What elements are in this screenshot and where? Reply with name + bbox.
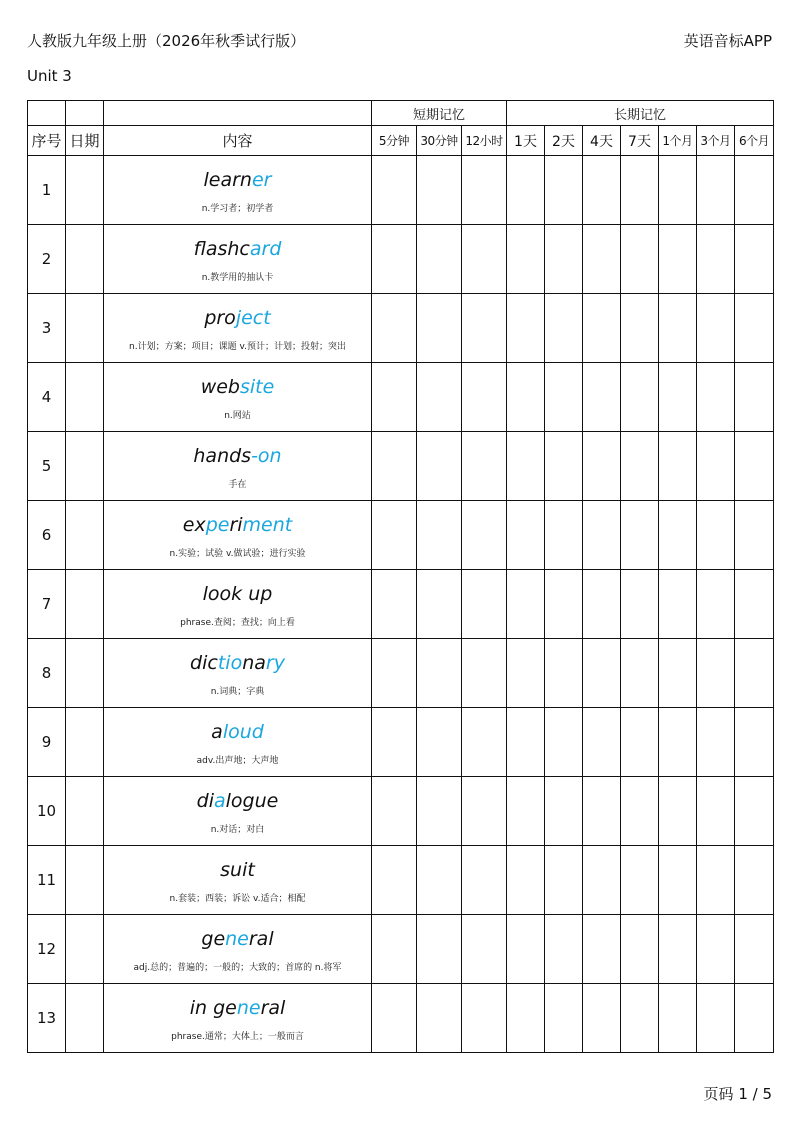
blank-header-cell <box>28 101 66 126</box>
content-cell <box>104 915 372 984</box>
review-checkbox-cell[interactable] <box>659 570 697 639</box>
review-checkbox-cell[interactable] <box>621 708 659 777</box>
review-checkbox-cell[interactable] <box>462 570 507 639</box>
review-checkbox-cell[interactable] <box>545 294 583 363</box>
word-part: ral <box>260 996 286 1019</box>
review-checkbox-cell[interactable] <box>583 708 621 777</box>
review-checkbox-cell[interactable] <box>417 708 462 777</box>
review-checkbox-cell[interactable] <box>545 777 583 846</box>
review-checkbox-cell[interactable] <box>621 639 659 708</box>
review-checkbox-cell[interactable] <box>417 156 462 225</box>
word-part-highlighted: loud <box>222 720 264 743</box>
word-part-highlighted: ard <box>249 237 282 260</box>
review-checkbox-cell[interactable] <box>621 846 659 915</box>
long-interval-header: 2天 <box>545 126 583 156</box>
group-header-row <box>28 101 774 126</box>
word-part-highlighted: ne <box>236 996 261 1019</box>
review-checkbox-cell[interactable] <box>545 639 583 708</box>
date-cell[interactable] <box>66 363 104 432</box>
review-checkbox-cell[interactable] <box>659 639 697 708</box>
review-checkbox-cell[interactable] <box>372 777 417 846</box>
review-checkbox-cell[interactable] <box>621 156 659 225</box>
review-checkbox-cell[interactable] <box>697 501 735 570</box>
review-checkbox-cell[interactable] <box>372 432 417 501</box>
review-checkbox-cell[interactable] <box>507 846 545 915</box>
row-index: 7 <box>28 570 66 639</box>
date-cell[interactable] <box>66 294 104 363</box>
date-cell[interactable] <box>66 156 104 225</box>
content-cell <box>104 501 372 570</box>
review-checkbox-cell[interactable] <box>583 984 621 1053</box>
review-checkbox-cell[interactable] <box>621 501 659 570</box>
review-checkbox-cell[interactable] <box>697 846 735 915</box>
review-checkbox-cell[interactable] <box>697 984 735 1053</box>
short-interval-header: 5分钟 <box>372 126 417 156</box>
row-index: 3 <box>28 294 66 363</box>
row-index: 1 <box>28 156 66 225</box>
row-index: 9 <box>28 708 66 777</box>
date-cell[interactable] <box>66 984 104 1053</box>
vocab-word <box>104 928 371 950</box>
word-part: na <box>242 651 266 674</box>
word-meaning: n.网站 <box>224 410 251 421</box>
review-checkbox-cell[interactable] <box>735 294 774 363</box>
row-index: 12 <box>28 915 66 984</box>
blank-header-cell <box>66 101 104 126</box>
word-part: ral <box>248 927 274 950</box>
vocab-word <box>104 238 371 260</box>
word-part-highlighted: er <box>251 168 272 191</box>
review-checkbox-cell[interactable] <box>507 294 545 363</box>
review-checkbox-cell[interactable] <box>507 432 545 501</box>
word-part: look up <box>202 582 273 605</box>
review-checkbox-cell[interactable] <box>507 984 545 1053</box>
word-part: ri <box>229 513 243 536</box>
review-checkbox-cell[interactable] <box>417 294 462 363</box>
table-row <box>28 156 774 225</box>
review-checkbox-cell[interactable] <box>417 570 462 639</box>
word-meaning: n.教学用的抽认卡 <box>201 272 274 283</box>
review-checkbox-cell[interactable] <box>659 294 697 363</box>
table-row <box>28 501 774 570</box>
word-part: logue <box>225 789 279 812</box>
word-part: di <box>196 789 214 812</box>
review-checkbox-cell[interactable] <box>417 915 462 984</box>
review-checkbox-cell[interactable] <box>697 639 735 708</box>
long-interval-header: 6个月 <box>735 126 774 156</box>
review-checkbox-cell[interactable] <box>372 984 417 1053</box>
review-checkbox-cell[interactable] <box>545 225 583 294</box>
page-number: 页码 1 / 5 <box>703 1085 772 1103</box>
review-checkbox-cell[interactable] <box>697 432 735 501</box>
column-header-row <box>28 126 774 156</box>
word-part-highlighted: site <box>239 375 275 398</box>
long-interval-header: 3个月 <box>697 126 735 156</box>
review-checkbox-cell[interactable] <box>417 225 462 294</box>
table-row <box>28 294 774 363</box>
word-meaning: n.套装；西装；诉讼 v.适合；相配 <box>169 893 306 904</box>
table-row <box>28 708 774 777</box>
date-cell[interactable] <box>66 915 104 984</box>
table-row <box>28 363 774 432</box>
document-title: 人教版九年级上册（2026年秋季试行版） <box>27 32 306 50</box>
review-checkbox-cell[interactable] <box>583 432 621 501</box>
review-checkbox-cell[interactable] <box>583 846 621 915</box>
content-cell <box>104 570 372 639</box>
table-row <box>28 639 774 708</box>
table-row <box>28 432 774 501</box>
row-index: 6 <box>28 501 66 570</box>
word-part: web <box>200 375 240 398</box>
content-cell <box>104 777 372 846</box>
content-cell <box>104 708 372 777</box>
index-header: 序号 <box>28 126 66 156</box>
word-meaning: n.对话；对白 <box>210 824 265 835</box>
content-cell <box>104 294 372 363</box>
review-checkbox-cell[interactable] <box>462 225 507 294</box>
row-index: 4 <box>28 363 66 432</box>
review-checkbox-cell[interactable] <box>462 777 507 846</box>
table-row <box>28 225 774 294</box>
date-cell[interactable] <box>66 777 104 846</box>
content-cell <box>104 363 372 432</box>
review-checkbox-cell[interactable] <box>545 156 583 225</box>
review-checkbox-cell[interactable] <box>462 708 507 777</box>
word-meaning: n.计划；方案；项目；课题 v.预计；计划；投射；突出 <box>129 341 346 352</box>
review-checkbox-cell[interactable] <box>735 708 774 777</box>
review-checkbox-cell[interactable] <box>659 915 697 984</box>
review-checkbox-cell[interactable] <box>372 501 417 570</box>
word-meaning: adj.总的；普遍的；一般的；大致的；首席的 n.将军 <box>133 962 342 973</box>
review-checkbox-cell[interactable] <box>735 777 774 846</box>
review-checkbox-cell[interactable] <box>417 777 462 846</box>
review-checkbox-cell[interactable] <box>621 777 659 846</box>
word-part-highlighted: pe <box>205 513 230 536</box>
review-checkbox-cell[interactable] <box>735 639 774 708</box>
review-checkbox-cell[interactable] <box>735 501 774 570</box>
review-checkbox-cell[interactable] <box>659 984 697 1053</box>
content-header: 内容 <box>104 126 372 156</box>
review-checkbox-cell[interactable] <box>545 501 583 570</box>
date-cell[interactable] <box>66 432 104 501</box>
vocab-word <box>104 376 371 398</box>
short-term-header: 短期记忆 <box>372 101 507 126</box>
row-index: 5 <box>28 432 66 501</box>
review-checkbox-cell[interactable] <box>507 501 545 570</box>
table-row <box>28 777 774 846</box>
date-header: 日期 <box>66 126 104 156</box>
review-checkbox-cell[interactable] <box>507 708 545 777</box>
review-checkbox-cell[interactable] <box>372 156 417 225</box>
review-checkbox-cell[interactable] <box>507 570 545 639</box>
review-checkbox-cell[interactable] <box>735 156 774 225</box>
review-checkbox-cell[interactable] <box>462 846 507 915</box>
review-checkbox-cell[interactable] <box>545 432 583 501</box>
review-checkbox-cell[interactable] <box>507 225 545 294</box>
word-part-highlighted: ment <box>242 513 293 536</box>
content-cell <box>104 432 372 501</box>
review-checkbox-cell[interactable] <box>545 984 583 1053</box>
review-checkbox-cell[interactable] <box>372 846 417 915</box>
review-checkbox-cell[interactable] <box>659 156 697 225</box>
review-checkbox-cell[interactable] <box>507 915 545 984</box>
row-index: 13 <box>28 984 66 1053</box>
word-part: learn <box>203 168 252 191</box>
review-checkbox-cell[interactable] <box>507 363 545 432</box>
review-checkbox-cell[interactable] <box>697 294 735 363</box>
word-part: pro <box>204 306 236 329</box>
table-body <box>28 156 774 1053</box>
review-checkbox-cell[interactable] <box>507 156 545 225</box>
vocabulary-table <box>27 100 774 1053</box>
review-checkbox-cell[interactable] <box>735 225 774 294</box>
word-meaning: n.学习者；初学者 <box>201 203 274 214</box>
review-checkbox-cell[interactable] <box>659 432 697 501</box>
vocab-word <box>104 721 371 743</box>
review-checkbox-cell[interactable] <box>507 777 545 846</box>
date-cell[interactable] <box>66 708 104 777</box>
word-meaning: phrase.查阅；查找；向上看 <box>180 617 295 628</box>
content-cell <box>104 639 372 708</box>
vocab-word <box>104 583 371 605</box>
review-checkbox-cell[interactable] <box>583 363 621 432</box>
review-checkbox-cell[interactable] <box>735 915 774 984</box>
word-meaning: n.实验；试验 v.做试验；进行实验 <box>169 548 306 559</box>
review-checkbox-cell[interactable] <box>462 432 507 501</box>
word-meaning: adv.出声地；大声地 <box>196 755 279 766</box>
content-cell <box>104 846 372 915</box>
long-interval-header: 4天 <box>583 126 621 156</box>
word-part-highlighted: -on <box>251 444 282 467</box>
date-cell[interactable] <box>66 225 104 294</box>
blank-header-cell <box>104 101 372 126</box>
word-part: ge <box>201 927 226 950</box>
review-checkbox-cell[interactable] <box>417 846 462 915</box>
review-checkbox-cell[interactable] <box>697 915 735 984</box>
unit-label: Unit 3 <box>27 67 72 85</box>
review-checkbox-cell[interactable] <box>583 915 621 984</box>
review-checkbox-cell[interactable] <box>735 846 774 915</box>
word-part-highlighted: ject <box>235 306 271 329</box>
review-checkbox-cell[interactable] <box>372 708 417 777</box>
review-checkbox-cell[interactable] <box>545 846 583 915</box>
review-checkbox-cell[interactable] <box>583 501 621 570</box>
row-index: 10 <box>28 777 66 846</box>
review-checkbox-cell[interactable] <box>659 225 697 294</box>
review-checkbox-cell[interactable] <box>697 156 735 225</box>
vocab-word <box>104 859 371 881</box>
word-part: hands <box>193 444 252 467</box>
review-checkbox-cell[interactable] <box>735 432 774 501</box>
long-interval-header: 1个月 <box>659 126 697 156</box>
word-part: in ge <box>189 996 237 1019</box>
review-checkbox-cell[interactable] <box>659 708 697 777</box>
review-checkbox-cell[interactable] <box>507 639 545 708</box>
review-checkbox-cell[interactable] <box>417 501 462 570</box>
vocab-word <box>104 169 371 191</box>
word-part-highlighted: ne <box>225 927 249 950</box>
word-part-highlighted: tio <box>217 651 243 674</box>
long-interval-header: 7天 <box>621 126 659 156</box>
vocab-word <box>104 652 371 674</box>
content-cell <box>104 225 372 294</box>
review-checkbox-cell[interactable] <box>545 363 583 432</box>
review-checkbox-cell[interactable] <box>583 570 621 639</box>
date-cell[interactable] <box>66 501 104 570</box>
table-row <box>28 984 774 1053</box>
review-checkbox-cell[interactable] <box>735 363 774 432</box>
content-cell <box>104 984 372 1053</box>
long-interval-header: 1天 <box>507 126 545 156</box>
long-term-header: 长期记忆 <box>507 101 774 126</box>
word-meaning: 手在 <box>228 479 247 490</box>
review-checkbox-cell[interactable] <box>545 708 583 777</box>
review-checkbox-cell[interactable] <box>417 639 462 708</box>
review-checkbox-cell[interactable] <box>621 432 659 501</box>
review-checkbox-cell[interactable] <box>659 363 697 432</box>
review-checkbox-cell[interactable] <box>372 225 417 294</box>
review-checkbox-cell[interactable] <box>735 570 774 639</box>
table-row <box>28 570 774 639</box>
table-row <box>28 915 774 984</box>
review-checkbox-cell[interactable] <box>372 363 417 432</box>
review-checkbox-cell[interactable] <box>545 570 583 639</box>
row-index: 2 <box>28 225 66 294</box>
table-row <box>28 846 774 915</box>
review-checkbox-cell[interactable] <box>659 777 697 846</box>
review-checkbox-cell[interactable] <box>462 639 507 708</box>
review-checkbox-cell[interactable] <box>417 984 462 1053</box>
review-checkbox-cell[interactable] <box>697 225 735 294</box>
brand-name: 英语音标APP <box>683 32 772 50</box>
row-index: 8 <box>28 639 66 708</box>
review-checkbox-cell[interactable] <box>583 639 621 708</box>
review-checkbox-cell[interactable] <box>621 915 659 984</box>
word-part: suit <box>220 858 255 881</box>
review-checkbox-cell[interactable] <box>462 984 507 1053</box>
review-checkbox-cell[interactable] <box>621 570 659 639</box>
review-checkbox-cell[interactable] <box>372 639 417 708</box>
vocab-word <box>104 514 371 536</box>
review-checkbox-cell[interactable] <box>621 225 659 294</box>
review-checkbox-cell[interactable] <box>372 570 417 639</box>
review-checkbox-cell[interactable] <box>697 363 735 432</box>
review-checkbox-cell[interactable] <box>372 294 417 363</box>
review-checkbox-cell[interactable] <box>697 777 735 846</box>
row-index: 11 <box>28 846 66 915</box>
review-checkbox-cell[interactable] <box>583 777 621 846</box>
word-part: a <box>211 720 223 743</box>
word-meaning: n.词典；字典 <box>210 686 265 697</box>
date-cell[interactable] <box>66 846 104 915</box>
review-checkbox-cell[interactable] <box>545 915 583 984</box>
review-checkbox-cell[interactable] <box>735 984 774 1053</box>
short-interval-header: 30分钟 <box>417 126 462 156</box>
date-cell[interactable] <box>66 639 104 708</box>
word-part: flashc <box>193 237 250 260</box>
vocab-word <box>104 307 371 329</box>
review-checkbox-cell[interactable] <box>462 915 507 984</box>
short-interval-header: 12小时 <box>462 126 507 156</box>
vocab-word <box>104 445 371 467</box>
review-checkbox-cell[interactable] <box>583 225 621 294</box>
review-checkbox-cell[interactable] <box>462 363 507 432</box>
word-part: dic <box>190 651 218 674</box>
review-checkbox-cell[interactable] <box>583 156 621 225</box>
review-checkbox-cell[interactable] <box>621 294 659 363</box>
review-checkbox-cell[interactable] <box>697 570 735 639</box>
date-cell[interactable] <box>66 570 104 639</box>
word-meaning: phrase.通常；大体上；一般而言 <box>171 1031 304 1042</box>
review-checkbox-cell[interactable] <box>417 432 462 501</box>
review-checkbox-cell[interactable] <box>372 915 417 984</box>
review-checkbox-cell[interactable] <box>621 984 659 1053</box>
review-checkbox-cell[interactable] <box>659 846 697 915</box>
review-checkbox-cell[interactable] <box>583 294 621 363</box>
word-part: ex <box>182 513 206 536</box>
review-checkbox-cell[interactable] <box>659 501 697 570</box>
vocab-word <box>104 997 371 1019</box>
review-checkbox-cell[interactable] <box>621 363 659 432</box>
review-checkbox-cell[interactable] <box>462 294 507 363</box>
review-checkbox-cell[interactable] <box>462 501 507 570</box>
content-cell <box>104 156 372 225</box>
review-checkbox-cell[interactable] <box>417 363 462 432</box>
word-part-highlighted: ry <box>265 651 285 674</box>
review-checkbox-cell[interactable] <box>697 708 735 777</box>
review-checkbox-cell[interactable] <box>462 156 507 225</box>
word-part-highlighted: a <box>213 789 226 812</box>
vocab-word <box>104 790 371 812</box>
